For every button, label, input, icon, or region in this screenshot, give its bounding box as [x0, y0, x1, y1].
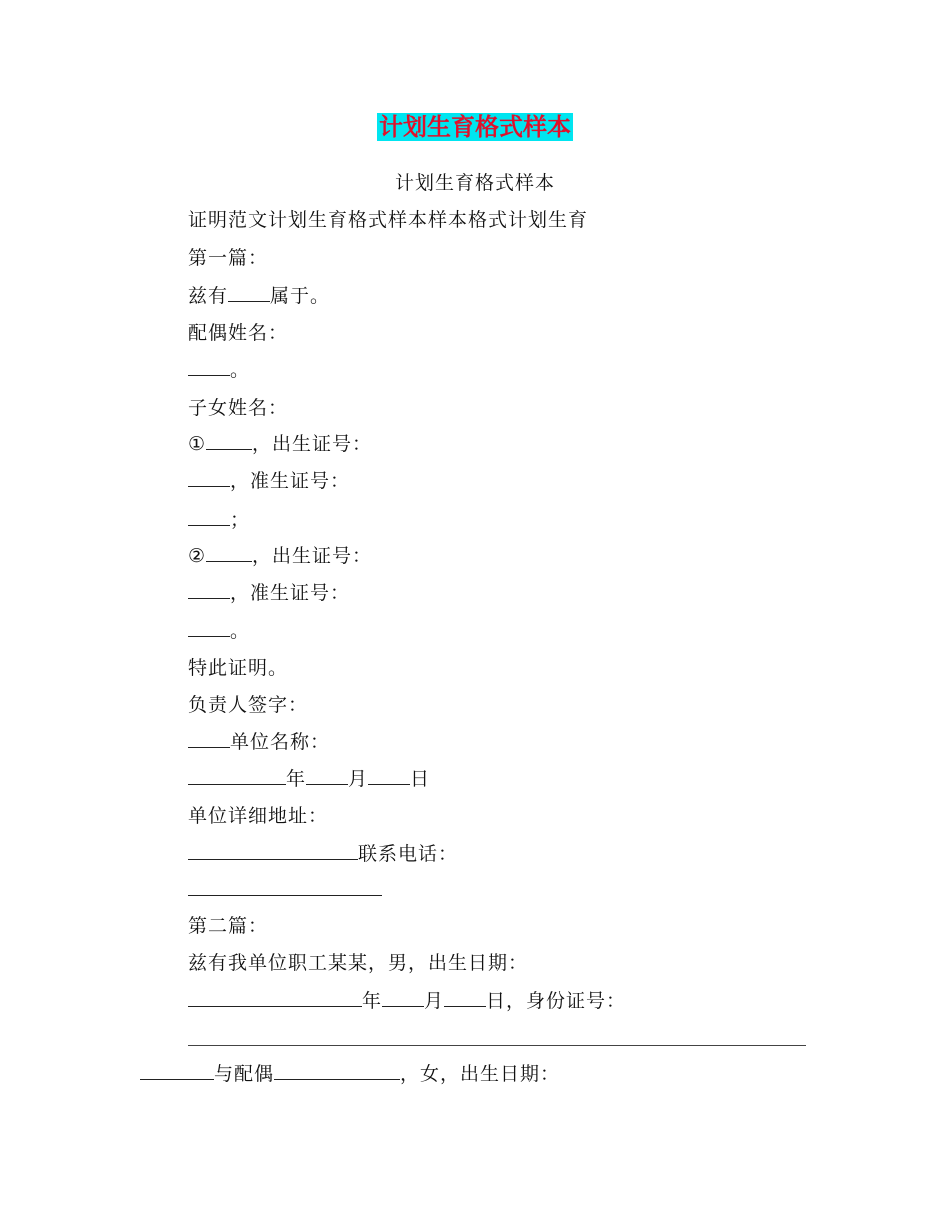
spouse-name-blank-line [188, 357, 250, 383]
unit-name-label: 单位名称： [230, 731, 331, 753]
blank-field [188, 507, 230, 526]
employee-dob-line [188, 988, 626, 1014]
period-text: 。 [230, 359, 251, 381]
female-dob-label: ，女，出生日期： [400, 1063, 561, 1085]
phone-label: 联系电话： [358, 843, 459, 865]
permit-label: ，准生证号： [230, 470, 351, 492]
semicolon-text: ； [230, 509, 251, 531]
month-label: 月 [424, 990, 445, 1012]
child-two-end-line [188, 618, 250, 644]
zi-you-suffix: 属于。 [270, 285, 331, 307]
birth-cert-label: ，出生证号： [252, 545, 373, 567]
blank-field [306, 766, 348, 785]
blank-field [382, 988, 424, 1007]
birth-cert-label: ，出生证号： [252, 433, 373, 455]
blank-field [140, 1061, 214, 1080]
document-title [0, 110, 950, 144]
period-text: 。 [230, 620, 251, 642]
date-line [188, 766, 430, 792]
unit-address-label: 单位详细地址： [188, 805, 329, 827]
blank-field [188, 468, 230, 487]
blank-field [228, 283, 270, 302]
highlighted-title-text: 计划生育格式样本 [379, 113, 571, 141]
year-label: 年 [286, 768, 307, 790]
child-two-marker: ② [188, 545, 207, 567]
blank-field [188, 841, 358, 860]
blank-field [206, 431, 252, 450]
month-label: 月 [348, 768, 369, 790]
phone-line [188, 841, 458, 867]
spouse-name-label: 配偶姓名： [188, 322, 289, 344]
id-number-blank-rule [188, 1045, 806, 1046]
blank-field [368, 766, 410, 785]
blank-field [188, 580, 230, 599]
child-two-birth-line [188, 543, 372, 569]
zi-you-prefix: 兹有 [188, 285, 229, 307]
unit-name-line [188, 729, 330, 755]
blank-field [444, 988, 486, 1007]
child-one-marker: ① [188, 433, 207, 455]
zi-you-line [188, 283, 330, 309]
child-one-birth-line [188, 431, 372, 457]
hereby-certify-text: 特此证明。 [188, 657, 289, 679]
document-subtitle: 计划生育格式样本 [394, 172, 555, 194]
employee-line: 兹有我单位职工某某，男，出生日期： [188, 952, 529, 974]
spouse-dob-line [140, 1061, 560, 1087]
year-label: 年 [362, 990, 383, 1012]
keywords-line: 证明范文计划生育格式样本样本格式计划生育 [188, 209, 589, 231]
blank-field [206, 543, 252, 562]
blank-field [274, 1061, 400, 1080]
signature-label: 负责人签字： [188, 694, 309, 716]
child-one-permit-line [188, 468, 350, 494]
part-one-heading: 第一篇： [188, 247, 269, 269]
blank-field [188, 357, 230, 376]
children-name-label: 子女姓名： [188, 397, 289, 419]
blank-field [188, 988, 362, 1007]
day-label: 日 [410, 768, 431, 790]
blank-field [188, 729, 230, 748]
permit-label: ，准生证号： [230, 582, 351, 604]
child-one-end-line [188, 507, 250, 533]
part-two-heading: 第二篇： [188, 915, 269, 937]
blank-field [188, 766, 286, 785]
day-id-label: 日，身份证号： [486, 990, 627, 1012]
blank-field [188, 618, 230, 637]
phone-blank-rule [188, 895, 382, 896]
with-spouse-label: 与配偶 [214, 1063, 275, 1085]
child-two-permit-line [188, 580, 350, 606]
